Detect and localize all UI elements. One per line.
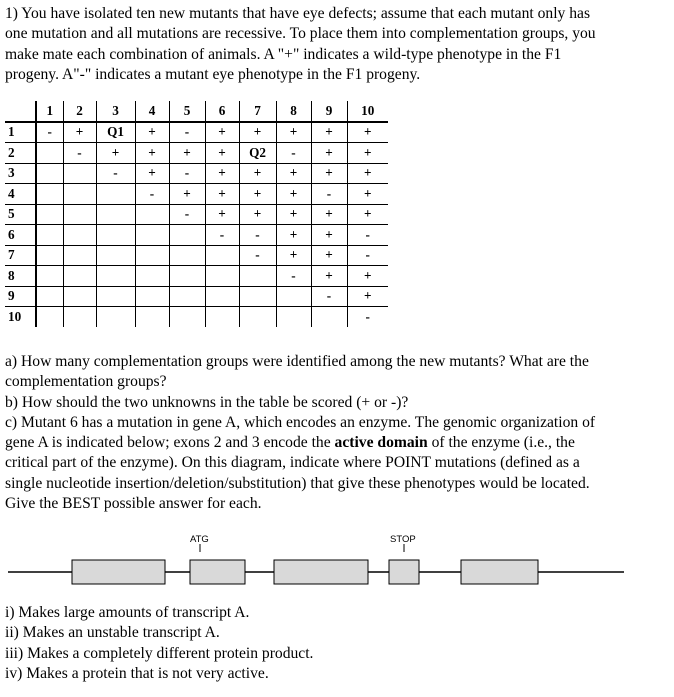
intro-line: 1) You have isolated ten new mutants that have eye defects; assume that each mutant only has <box>5 5 591 22</box>
unknown-cell: Q1 <box>96 122 135 143</box>
atg-label: ATG <box>190 534 209 545</box>
table-cell <box>96 307 135 327</box>
table-cell <box>63 204 96 225</box>
table-cell: + <box>96 143 135 164</box>
table-corner <box>5 101 36 122</box>
table-cell <box>96 245 135 266</box>
table-cell <box>135 266 169 287</box>
table-cell <box>205 286 239 307</box>
column-header: 1 <box>36 101 63 122</box>
table-cell: + <box>205 204 239 225</box>
table-cell: + <box>135 163 169 184</box>
table-cell <box>36 266 63 287</box>
row-header: 5 <box>5 204 36 225</box>
table-cell: - <box>205 225 239 246</box>
unknown-cell: Q2 <box>239 143 276 164</box>
table-row <box>5 245 388 266</box>
table-cell: + <box>311 163 347 184</box>
table-cell: - <box>135 184 169 205</box>
table-cell <box>96 184 135 205</box>
row-header: 8 <box>5 266 36 287</box>
table-cell <box>96 225 135 246</box>
table-cell: + <box>63 122 96 143</box>
table-cell <box>205 266 239 287</box>
table-cell: + <box>239 204 276 225</box>
question-c-line <box>5 433 667 453</box>
table-cell: + <box>347 163 388 184</box>
table-cell <box>205 245 239 266</box>
gene-a-diagram <box>0 530 674 598</box>
question-intro <box>5 4 667 85</box>
phenotype-options <box>5 603 667 684</box>
table-cell: + <box>311 143 347 164</box>
table-row <box>5 225 388 246</box>
option-i: i) Makes large amounts of transcript A. <box>5 604 250 621</box>
table-cell <box>36 245 63 266</box>
table-row <box>5 143 388 164</box>
table-cell: - <box>169 204 205 225</box>
table-cell: - <box>239 225 276 246</box>
table-cell <box>169 266 205 287</box>
table-cell: + <box>347 204 388 225</box>
table-cell: + <box>311 225 347 246</box>
table-cell <box>96 286 135 307</box>
table-cell: + <box>276 245 311 266</box>
table-cell: + <box>276 204 311 225</box>
row-header: 6 <box>5 225 36 246</box>
question-c-line: Give the BEST possible answer for each. <box>5 495 262 513</box>
table-cell <box>63 266 96 287</box>
table-cell <box>36 163 63 184</box>
table-cell: + <box>347 184 388 205</box>
row-header: 7 <box>5 245 36 266</box>
table-cell <box>36 143 63 164</box>
intro-line: one mutation and all mutations are recessive. To place them into complementation groups, you <box>5 25 596 43</box>
row-header: 3 <box>5 163 36 184</box>
table-cell <box>311 307 347 327</box>
table-cell <box>63 225 96 246</box>
table-cell <box>96 266 135 287</box>
table-cell <box>135 204 169 225</box>
table-cell <box>135 245 169 266</box>
table-cell: + <box>347 122 388 143</box>
table-cell <box>135 225 169 246</box>
table-row <box>5 122 388 143</box>
column-header: 4 <box>135 101 169 122</box>
table-cell: - <box>347 225 388 246</box>
table-row <box>5 286 388 307</box>
table-cell: - <box>347 245 388 266</box>
table-cell: + <box>205 163 239 184</box>
column-header: 7 <box>239 101 276 122</box>
table-cell <box>63 307 96 327</box>
table-cell: + <box>169 184 205 205</box>
table-cell: + <box>347 266 388 287</box>
table-row <box>5 204 388 225</box>
column-header: 6 <box>205 101 239 122</box>
column-header: 5 <box>169 101 205 122</box>
table-cell: + <box>276 122 311 143</box>
question-c-line: critical part of the enzyme). On this diagram, indicate where POINT mutations (defined as a <box>5 454 580 472</box>
table-cell <box>239 266 276 287</box>
question-a-line: complementation groups? <box>5 373 167 391</box>
table-cell <box>276 307 311 327</box>
table-cell: - <box>239 245 276 266</box>
table-cell <box>205 307 239 327</box>
table-row <box>5 163 388 184</box>
exon-5 <box>461 560 538 584</box>
column-header: 9 <box>311 101 347 122</box>
option-iii: iii) Makes a completely different protein product. <box>5 644 314 662</box>
table-cell <box>63 184 96 205</box>
table-cell: - <box>347 307 388 327</box>
table-cell: + <box>347 143 388 164</box>
column-header: 3 <box>96 101 135 122</box>
table-cell <box>276 286 311 307</box>
question-c-text: of the enzyme (i.e., the <box>427 434 575 452</box>
table-cell: - <box>36 122 63 143</box>
column-header: 8 <box>276 101 311 122</box>
table-cell: + <box>239 184 276 205</box>
table-cell <box>96 204 135 225</box>
row-header: 1 <box>5 122 36 143</box>
option-iv: iv) Makes a protein that is not very active. <box>5 664 269 682</box>
table-cell: + <box>347 286 388 307</box>
table-cell <box>239 286 276 307</box>
table-cell: - <box>311 286 347 307</box>
complementation-table <box>5 101 388 327</box>
table-cell <box>169 225 205 246</box>
table-cell <box>36 225 63 246</box>
option-ii: ii) Makes an unstable transcript A. <box>5 624 220 642</box>
table-cell <box>169 307 205 327</box>
intro-line: progeny. A"-" indicates a mutant eye phenotype in the F1 progeny. <box>5 65 421 83</box>
table-cell: + <box>205 184 239 205</box>
table-cell: + <box>135 122 169 143</box>
table-cell: + <box>311 122 347 143</box>
table-cell <box>63 245 96 266</box>
table-cell: - <box>96 163 135 184</box>
table-cell <box>36 307 63 327</box>
table-cell: + <box>205 143 239 164</box>
row-header: 9 <box>5 286 36 307</box>
question-c-text: gene A is indicated below; exons 2 and 3 encode the <box>5 434 335 452</box>
table-cell: - <box>276 143 311 164</box>
table-cell: + <box>311 245 347 266</box>
table-cell: + <box>276 163 311 184</box>
table-cell: + <box>239 122 276 143</box>
table-cell: + <box>239 163 276 184</box>
table-cell <box>169 286 205 307</box>
row-header: 10 <box>5 307 36 327</box>
exon-2 <box>190 560 245 584</box>
stop-label: STOP <box>390 534 416 545</box>
table-cell: + <box>311 204 347 225</box>
table-cell: + <box>135 143 169 164</box>
exon-4 <box>389 560 419 584</box>
table-cell: - <box>169 163 205 184</box>
table-cell <box>135 286 169 307</box>
intro-line: make mate each combination of animals. A "+" indicates a wild-type phenotype in the F1 <box>5 45 562 63</box>
question-a-line: a) How many complementation groups were identified among the new mutants? What are the <box>5 353 589 370</box>
table-cell: + <box>276 184 311 205</box>
active-domain-term: active domain <box>334 434 428 452</box>
table-cell <box>169 245 205 266</box>
table-cell <box>63 163 96 184</box>
table-cell: - <box>169 122 205 143</box>
table-cell: + <box>169 143 205 164</box>
table-row <box>5 184 388 205</box>
table-cell <box>239 307 276 327</box>
table-cell <box>63 286 96 307</box>
exon-3 <box>274 560 368 584</box>
table-cell <box>135 307 169 327</box>
exon-1 <box>72 560 165 584</box>
table-cell <box>36 286 63 307</box>
table-cell: - <box>311 184 347 205</box>
row-header: 2 <box>5 143 36 164</box>
subquestions <box>5 352 667 514</box>
column-header: 2 <box>63 101 96 122</box>
table-row <box>5 266 388 287</box>
table-cell <box>36 204 63 225</box>
table-cell: - <box>63 143 96 164</box>
row-header: 4 <box>5 184 36 205</box>
table-cell: + <box>311 266 347 287</box>
table-cell <box>36 184 63 205</box>
table-cell: - <box>276 266 311 287</box>
question-b: b) How should the two unknowns in the table be scored (+ or -)? <box>5 393 409 411</box>
question-c-line: single nucleotide insertion/deletion/substitution) that give these phenotypes would be located. <box>5 474 590 492</box>
table-row <box>5 307 388 327</box>
table-cell: + <box>205 122 239 143</box>
table-cell: + <box>276 225 311 246</box>
question-c-line: c) Mutant 6 has a mutation in gene A, which encodes an enzyme. The genomic organization of <box>5 413 596 431</box>
column-header: 10 <box>347 101 388 122</box>
